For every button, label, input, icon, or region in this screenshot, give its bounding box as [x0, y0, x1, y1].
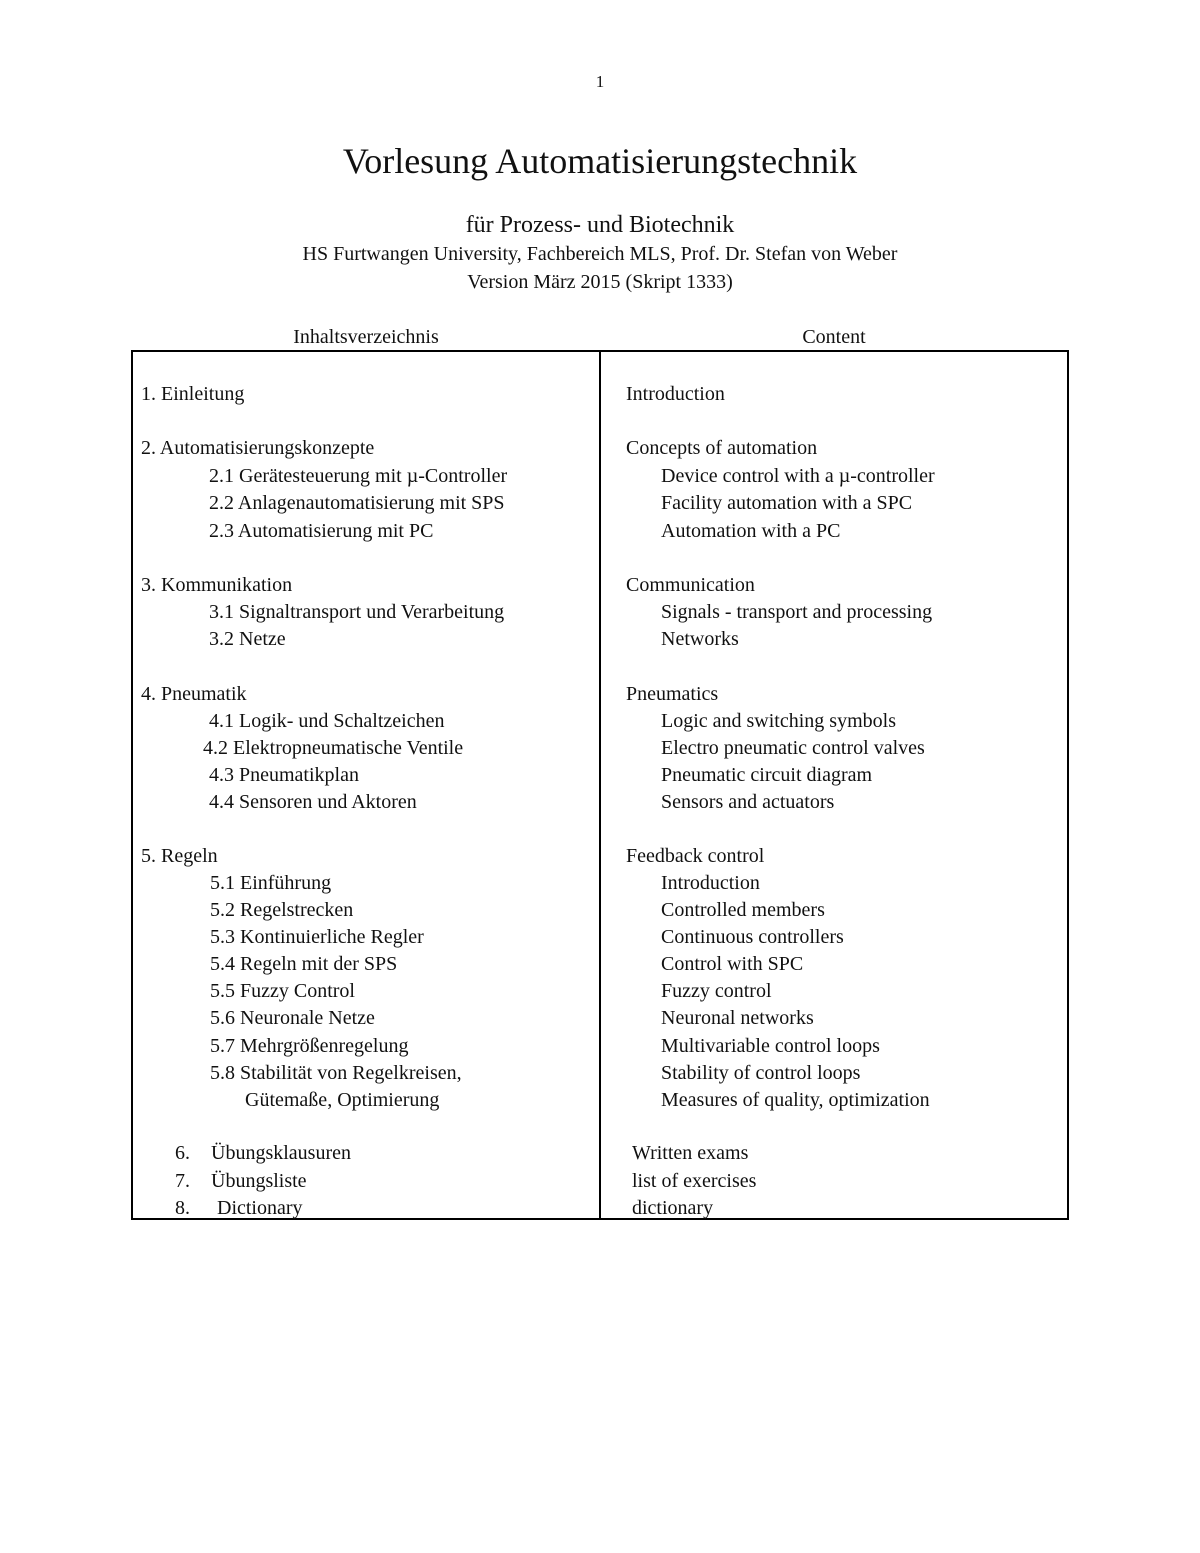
document-title: Vorlesung Automatisierungstechnik — [342, 141, 858, 181]
toc-entry-en: Pneumatics — [626, 683, 719, 705]
toc-entry-de: 2.1 Gerätesteuerung mit µ-Controller — [209, 465, 508, 487]
toc-entry-de: 3.2 Netze — [209, 628, 286, 650]
toc-entry-en: Concepts of automation — [626, 437, 818, 459]
toc-entry-de: 4.1 Logik- und Schaltzeichen — [209, 710, 445, 732]
toc-entry-de: 1. Einleitung — [141, 383, 245, 405]
toc-entry-en: Pneumatic circuit diagram — [661, 764, 873, 786]
toc-header-german: Inhaltsverzeichnis — [293, 326, 439, 348]
toc-entry-de: Dictionary — [217, 1197, 303, 1219]
toc-entry-en: Device control with a µ-controller — [661, 465, 935, 487]
toc-entry-de: Übungsklausuren — [211, 1142, 351, 1164]
toc-entry-en: Networks — [661, 628, 739, 650]
toc-entry-de-number: 6. — [175, 1142, 190, 1164]
toc-entry-en: Signals - transport and processing — [661, 601, 933, 623]
toc-entry-en: list of exercises — [632, 1170, 757, 1192]
toc-entry-de: Gütemaße, Optimierung — [245, 1089, 440, 1111]
toc-entry-de: 2.3 Automatisierung mit PC — [209, 520, 434, 542]
toc-entry-de: 4. Pneumatik — [141, 683, 247, 705]
toc-entry-en: dictionary — [632, 1197, 714, 1219]
toc-entry-de-number: 7. — [175, 1170, 190, 1192]
toc-entry-en: Introduction — [661, 872, 760, 894]
toc-entry-de: 2. Automatisierungskonzepte — [141, 437, 375, 459]
toc-entry-de: 5.5 Fuzzy Control — [210, 980, 355, 1002]
toc-entry-de: 5.7 Mehrgrößenregelung — [210, 1035, 409, 1057]
toc-entry-en: Automation with a PC — [661, 520, 841, 542]
toc-entry-de: 3. Kommunikation — [141, 574, 293, 596]
document-subtitle: für Prozess- und Biotechnik — [465, 212, 735, 238]
toc-entry-de: 4.4 Sensoren und Aktoren — [209, 791, 417, 813]
toc-entry-de: 5.1 Einführung — [210, 872, 332, 894]
toc-entry-de: 5.4 Regeln mit der SPS — [210, 953, 398, 975]
toc-entry-en: Stability of control loops — [661, 1062, 861, 1084]
toc-entry-de: Übungsliste — [211, 1170, 307, 1192]
toc-entry-en: Logic and switching symbols — [661, 710, 896, 732]
toc-header-english: Content — [802, 326, 866, 348]
toc-entry-en: Measures of quality, optimization — [661, 1089, 930, 1111]
toc-entry-de: 5.6 Neuronale Netze — [210, 1007, 375, 1029]
toc-entry-en: Control with SPC — [661, 953, 804, 975]
author-line: HS Furtwangen University, Fachbereich MLS, Prof. Dr. Stefan von Weber — [302, 243, 898, 265]
toc-entry-de: 5.3 Kontinuierliche Regler — [210, 926, 424, 948]
toc-entry-de: 5.2 Regelstrecken — [210, 899, 354, 921]
toc-entry-en: Facility automation with a SPC — [661, 492, 913, 514]
version-line: Version März 2015 (Skript 1333) — [467, 271, 733, 293]
toc-entry-en: Electro pneumatic control valves — [661, 737, 925, 759]
toc-entry-en: Written exams — [632, 1142, 749, 1164]
toc-column-english — [133, 352, 1067, 1218]
toc-entry-de: 5.8 Stabilität von Regelkreisen, — [210, 1062, 462, 1084]
toc-entry-de: 2.2 Anlagenautomatisierung mit SPS — [209, 492, 505, 514]
toc-entry-de: 3.1 Signaltransport und Verarbeitung — [209, 601, 505, 623]
toc-table — [131, 350, 1069, 1220]
toc-entry-de: 5. Regeln — [141, 845, 218, 867]
toc-entry-en: Controlled members — [661, 899, 825, 921]
toc-entry-en: Introduction — [626, 383, 725, 405]
toc-entry-de: 4.2 Elektropneumatische Ventile — [203, 737, 464, 759]
toc-entry-de-number: 8. — [175, 1197, 190, 1219]
toc-entry-en: Communication — [626, 574, 755, 596]
toc-entry-en: Sensors and actuators — [661, 791, 835, 813]
toc-entry-en: Feedback control — [626, 845, 765, 867]
toc-entry-en: Multivariable control loops — [661, 1035, 880, 1057]
toc-entry-en: Continuous controllers — [661, 926, 844, 948]
toc-entry-en: Neuronal networks — [661, 1007, 814, 1029]
page-number: 1 — [595, 72, 605, 91]
toc-entry-en: Fuzzy control — [661, 980, 772, 1002]
toc-entry-de: 4.3 Pneumatikplan — [209, 764, 359, 786]
